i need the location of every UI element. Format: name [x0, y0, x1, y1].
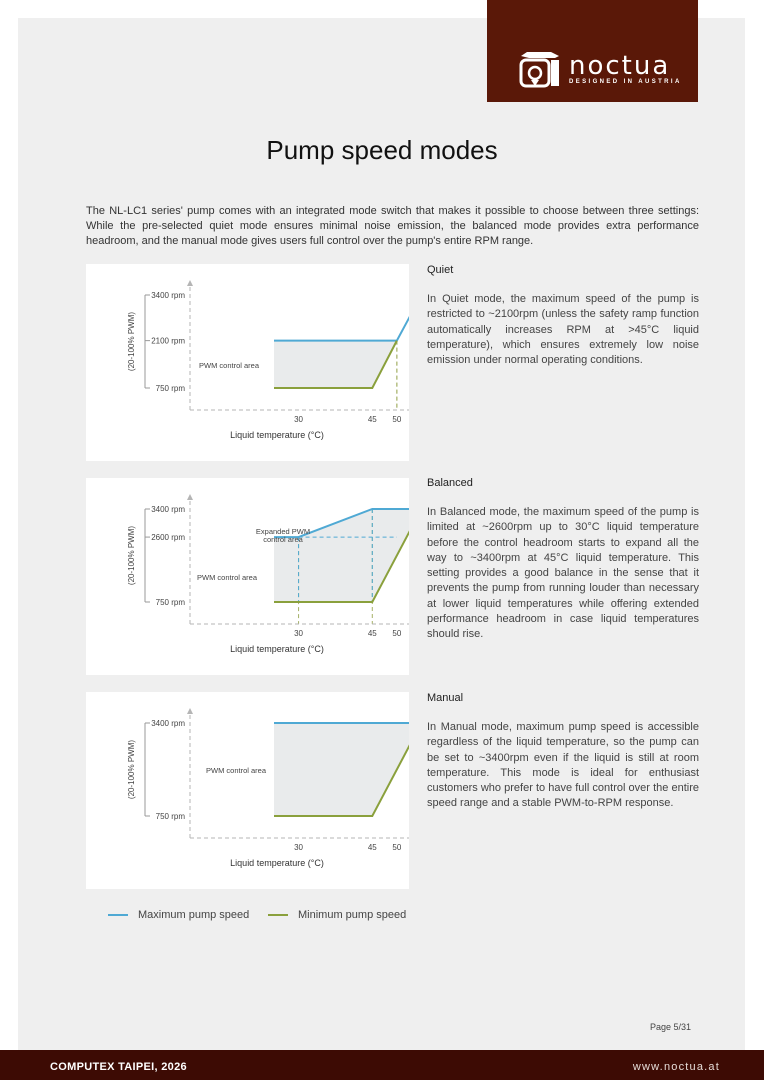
series-line-max	[274, 295, 409, 341]
annotation-label: Expanded PWM	[255, 527, 311, 536]
y-axis-arrow	[187, 708, 193, 714]
mode-description: In Quiet mode, the maximum speed of the pump is restricted to ~2100rpm (unless the safety ramp function automatically increases RPM at >45°C liquid temperature), which ensures extremely low noise emission under normal operating conditions.	[427, 293, 699, 367]
x-tick-label: 30	[294, 415, 304, 424]
legend-label: Maximum pump speed	[138, 909, 250, 921]
page-title: Pump speed modes	[266, 135, 498, 165]
legend-item-max	[108, 909, 249, 921]
x-axis-label: Liquid temperature (°C)	[230, 644, 324, 654]
y-axis-label: (20-100% PWM)	[127, 739, 136, 800]
legend-swatch-max	[108, 914, 128, 916]
annotation-label: PWM control area	[205, 766, 267, 775]
x-axis-label: Liquid temperature (°C)	[230, 430, 324, 440]
y-tick-label: 2600 rpm	[151, 533, 185, 543]
y-axis-label: (20-100% PWM)	[127, 525, 136, 586]
y-tick-label: 750 rpm	[155, 812, 185, 821]
legend-item-min	[268, 909, 406, 921]
page-number: Page 5/31	[650, 1022, 692, 1032]
intro-paragraph: The NL-LC1 series' pump comes with an integrated mode switch that makes it possible to choose between three settings: While the pre-selected quiet mode ensures minimal noise emission, the balanced mode provides extra performance headroom, and the manual mode gives users full control over the pump's entire RPM range.	[86, 205, 699, 247]
y-tick-label: 750 rpm	[155, 598, 185, 607]
y-axis-arrow	[187, 280, 193, 286]
y-axis-arrow	[187, 494, 193, 500]
manual-mode-chart	[86, 692, 409, 889]
pwm-control-area	[274, 509, 409, 602]
mode-title: Manual	[427, 692, 464, 704]
mode-title: Balanced	[427, 477, 473, 489]
legend-swatch-min	[268, 914, 288, 916]
x-tick-label: 45	[367, 629, 377, 638]
brand-header	[487, 0, 698, 102]
y-tick-label: 3400 rpm	[151, 719, 185, 728]
mode-description: In Balanced mode, the maximum speed of the pump is limited at ~2600rpm up to 30°C liquid temperature before the control headroom starts to expand all the way to ~3400rpm at 45°C liquid temperature. This setting provides a good balance in the sense that it prevents the pump from running louder than necessary at lower liquid temperatures while offering extended performance headroom in case liquid temperatures should rise.	[427, 506, 699, 641]
footer-event: COMPUTEX TAIPEI, 2026	[50, 1061, 187, 1073]
x-tick-label: 45	[367, 415, 377, 424]
chart-manual	[86, 692, 409, 889]
noctua-owl-icon	[517, 50, 563, 90]
footer-website[interactable]: www.noctua.at	[632, 1061, 720, 1073]
y-tick-label: 750 rpm	[155, 384, 185, 393]
footer	[0, 1050, 764, 1080]
brand-tagline: DESIGNED IN AUSTRIA	[569, 79, 682, 85]
annotation-label: PWM control area	[198, 361, 260, 370]
pwm-control-area	[274, 723, 409, 816]
legend-label: Minimum pump speed	[298, 909, 407, 921]
brand-logo	[517, 50, 682, 90]
chart-balanced	[86, 478, 409, 675]
x-tick-label: 45	[367, 843, 377, 852]
x-tick-label: 50	[392, 843, 402, 852]
mode-title: Quiet	[427, 264, 454, 276]
x-axis-label: Liquid temperature (°C)	[230, 858, 324, 868]
mode-quiet	[427, 264, 699, 368]
x-tick-label: 50	[392, 415, 402, 424]
annotation-label: control area	[263, 535, 303, 544]
quiet-mode-chart	[86, 264, 409, 461]
y-tick-label: 3400 rpm	[151, 505, 185, 514]
y-axis-label: (20-100% PWM)	[127, 311, 136, 372]
chart-quiet	[86, 264, 409, 461]
y-tick-label: 2100 rpm	[151, 336, 185, 346]
annotation-label: PWM control area	[196, 573, 258, 582]
x-tick-label: 50	[392, 629, 402, 638]
mode-balanced	[427, 477, 699, 643]
balanced-mode-chart	[86, 478, 409, 675]
y-tick-label: 3400 rpm	[151, 291, 185, 300]
x-tick-label: 30	[294, 629, 304, 638]
brand-name: noctua	[569, 51, 671, 81]
mode-description: In Manual mode, maximum pump speed is accessible regardless of the liquid temperature, so the pump can be set to ~3400rpm even if the liquid is still at room temperature. This mode is ideal for enthusiast customers who prefer to have full control over the entire speed range and a stable PWM-to-RPM response.	[427, 721, 699, 810]
x-tick-label: 30	[294, 843, 304, 852]
mode-manual	[427, 692, 699, 812]
